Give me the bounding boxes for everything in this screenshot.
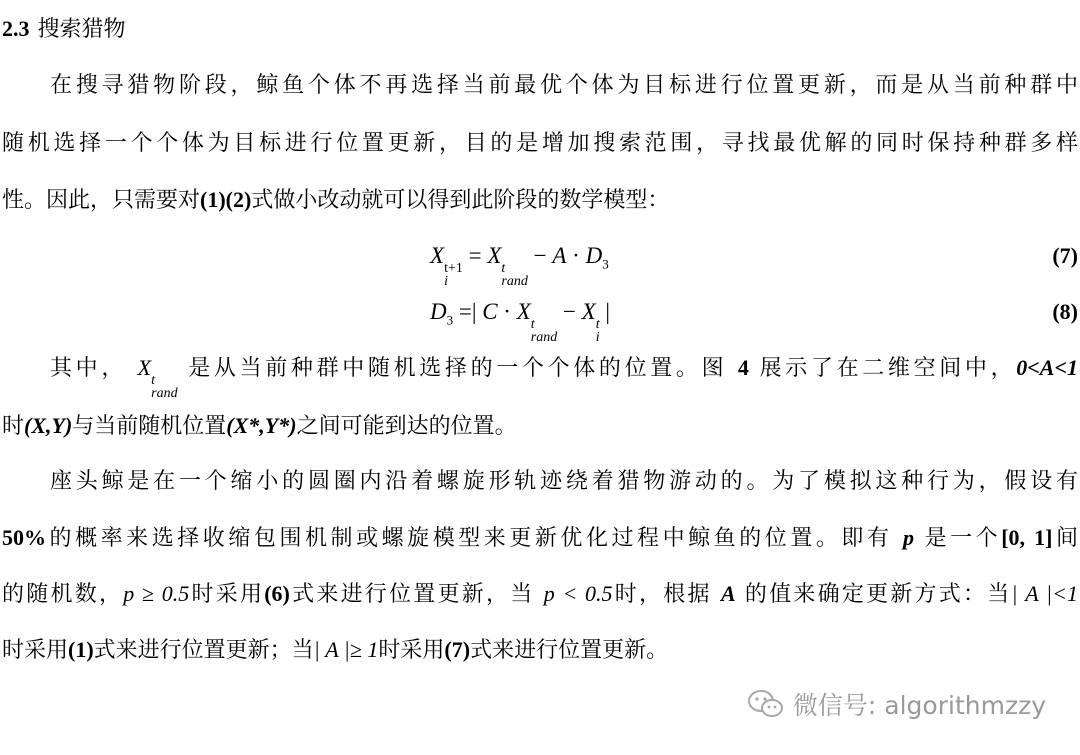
paragraph-3-line-1: 座头鲸是在一个缩小的圆圈内沿着螺旋形轨迹绕着猎物游动的。为了模拟这种行为，假设有 xyxy=(50,469,1078,494)
section-number: 2.3 xyxy=(2,16,30,41)
paragraph-3-line-4: 时采用(1)式来进行位置更新；当| A |≥ 1时采用(7)式来进行位置更新。 xyxy=(2,637,669,663)
paragraph-1-line-1: 在搜寻猎物阶段，鲸鱼个体不再选择当前最优个体为目标进行位置更新，而是从当前种群中 xyxy=(50,73,1078,98)
paragraph-1-line-3: 性。因此，只需要对(1)(2)式做小改动就可以得到此阶段的数学模型： xyxy=(2,187,670,213)
watermark xyxy=(747,686,1046,722)
section-heading xyxy=(2,14,126,45)
paragraph-2-line-2: 时(X,Y)与当前随机位置(X*,Y*)之间可能到达的位置。 xyxy=(2,413,517,439)
wechat-icon xyxy=(747,688,785,720)
section-title: 搜索猎物 xyxy=(37,17,126,42)
equation-7-number: (7) xyxy=(1052,243,1078,268)
equation-7: X t+1 i = X t rand − $A \cdot D_3$ xyxy=(430,243,609,289)
equation-8: $D_3$ =| C · X t rand − X t i | xyxy=(430,299,611,345)
paragraph-2-line-1: 其中， X t rand 是从当前种群中随机选择的一个个体的位置。图 4 展示了在二维空间中，0<A<1 xyxy=(50,355,1078,401)
paragraph-3-line-2: 50%的概率来选择收缩包围机制或螺旋模型来更新优化过程中鲸鱼的位置。即有 p 是一个[0, 1]间 xyxy=(2,525,1078,551)
x-rand-symbol: X t rand xyxy=(137,355,178,401)
paragraph-3-line-3: 的随机数，p ≥ 0.5时采用(6)式来进行位置更新，当 p < 0.5时，根据 A 的值来确定更新方式：当| A |<1 xyxy=(2,581,1078,607)
equation-8-number: (8) xyxy=(1052,299,1078,324)
watermark-text: 微信号: algorithmzzy xyxy=(792,691,1046,720)
paragraph-1-line-2: 随机选择一个个体为目标进行位置更新，目的是增加搜索范围，寻找最优解的同时保持种群多样 xyxy=(2,131,1078,156)
equation-ref: (1)(2) xyxy=(200,187,252,212)
